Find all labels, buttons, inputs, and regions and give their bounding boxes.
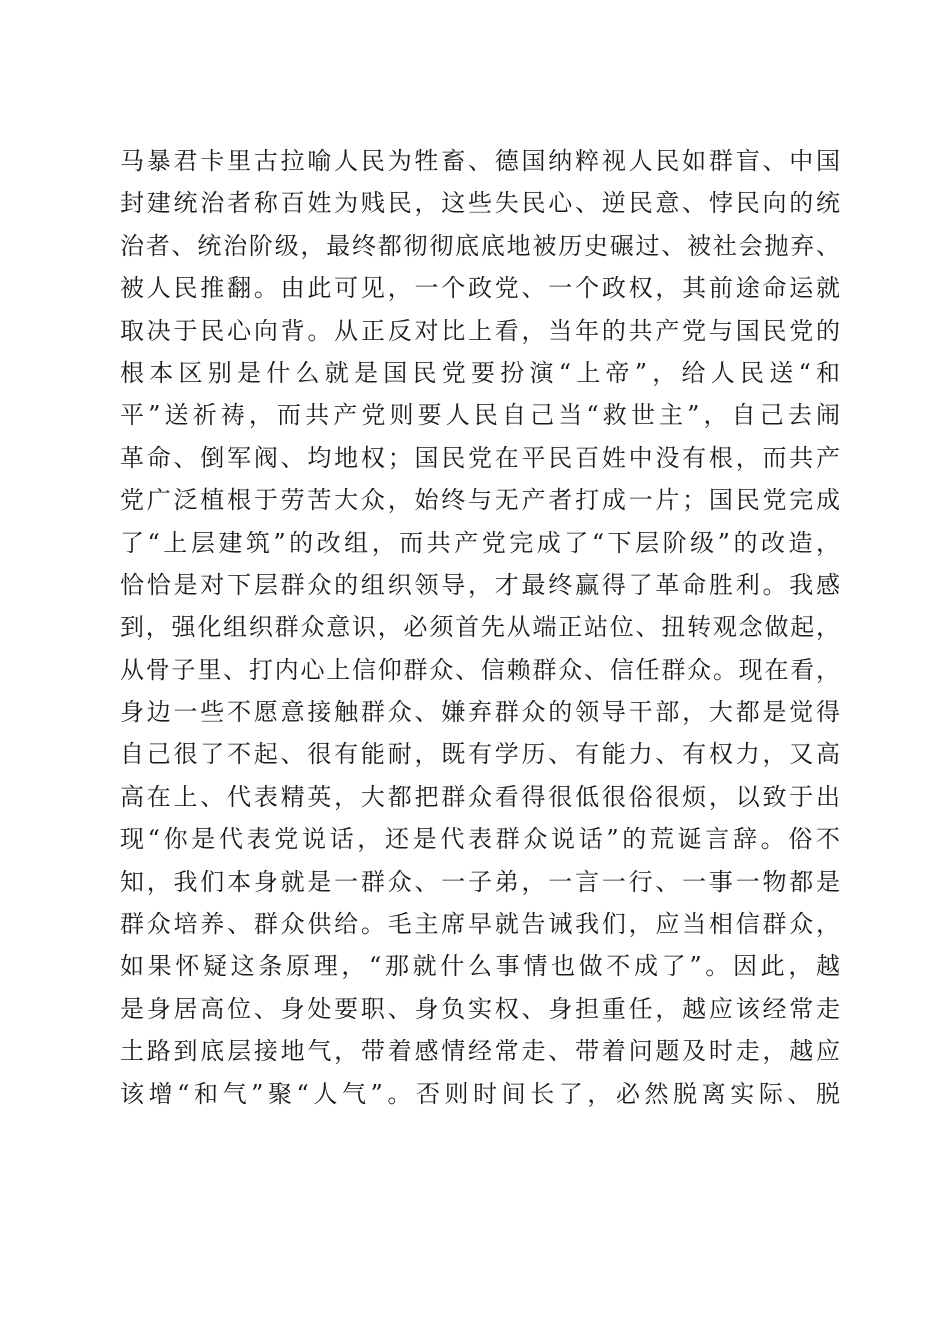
text-line: 群众培养、群众供给。毛主席早就告诫我们，应当相信群众， [120,910,840,939]
text-line: 根本区别是什么就是国民党要扮演“上帝”，给人民送“和 [120,358,840,387]
text-line: 是身居高位、身处要职、身负实权、身担重任，越应该经常走 [120,994,840,1023]
text-line: 知，我们本身就是一群众、一子弟，一言一行、一事一物都是 [120,867,840,896]
text-line: 恰恰是对下层群众的组织领导，才最终赢得了革命胜利。我感 [120,570,840,599]
text-line: 高在上、代表精英，大都把群众看得很低很俗很烦，以致于出 [120,782,840,811]
text-line: 从骨子里、打内心上信仰群众、信赖群众、信任群众。现在看， [120,655,840,684]
text-line: 党广泛植根于劳苦大众，始终与无产者打成一片；国民党完成 [120,486,840,515]
text-line: 治者、统治阶级，最终都彻彻底底地被历史碾过、被社会抛弃、 [120,231,840,260]
text-line: 自己很了不起、很有能耐，既有学历、有能力、有权力，又高 [120,740,840,769]
text-line: 被人民推翻。由此可见，一个政党、一个政权，其前途命运就 [120,274,840,303]
text-line: 现“你是代表党说话，还是代表群众说话”的荒诞言辞。俗不 [120,825,840,854]
text-line: 马暴君卡里古拉喻人民为牲畜、德国纳粹视人民如群盲、中国 [120,147,840,175]
text-line: 身边一些不愿意接触群众、嫌弃群众的领导干部，大都是觉得 [120,698,840,727]
text-line: 革命、倒军阀、均地权；国民党在平民百姓中没有根，而共产 [120,443,840,472]
text-line: 平”送祈祷，而共产党则要人民自己当“救世主”，自己去闹 [120,401,840,430]
body-text [120,140,840,1115]
text-line: 取决于民心向背。从正反对比上看，当年的共产党与国民党的 [120,316,840,345]
text-line: 如果怀疑这条原理，“那就什么事情也做不成了”。因此，越 [120,952,840,981]
text-line: 封建统治者称百姓为贱民，这些失民心、逆民意、悖民向的统 [120,189,840,218]
text-line: 到，强化组织群众意识，必须首先从端正站位、扭转观念做起， [120,613,840,642]
text-line: 了“上层建筑”的改组，而共产党完成了“下层阶级”的改造， [120,528,840,557]
text-line: 土路到底层接地气，带着感情经常走、带着问题及时走，越应 [120,1037,840,1066]
text-line: 该增“和气”聚“人气”。否则时间长了，必然脱离实际、脱 [120,1079,840,1108]
